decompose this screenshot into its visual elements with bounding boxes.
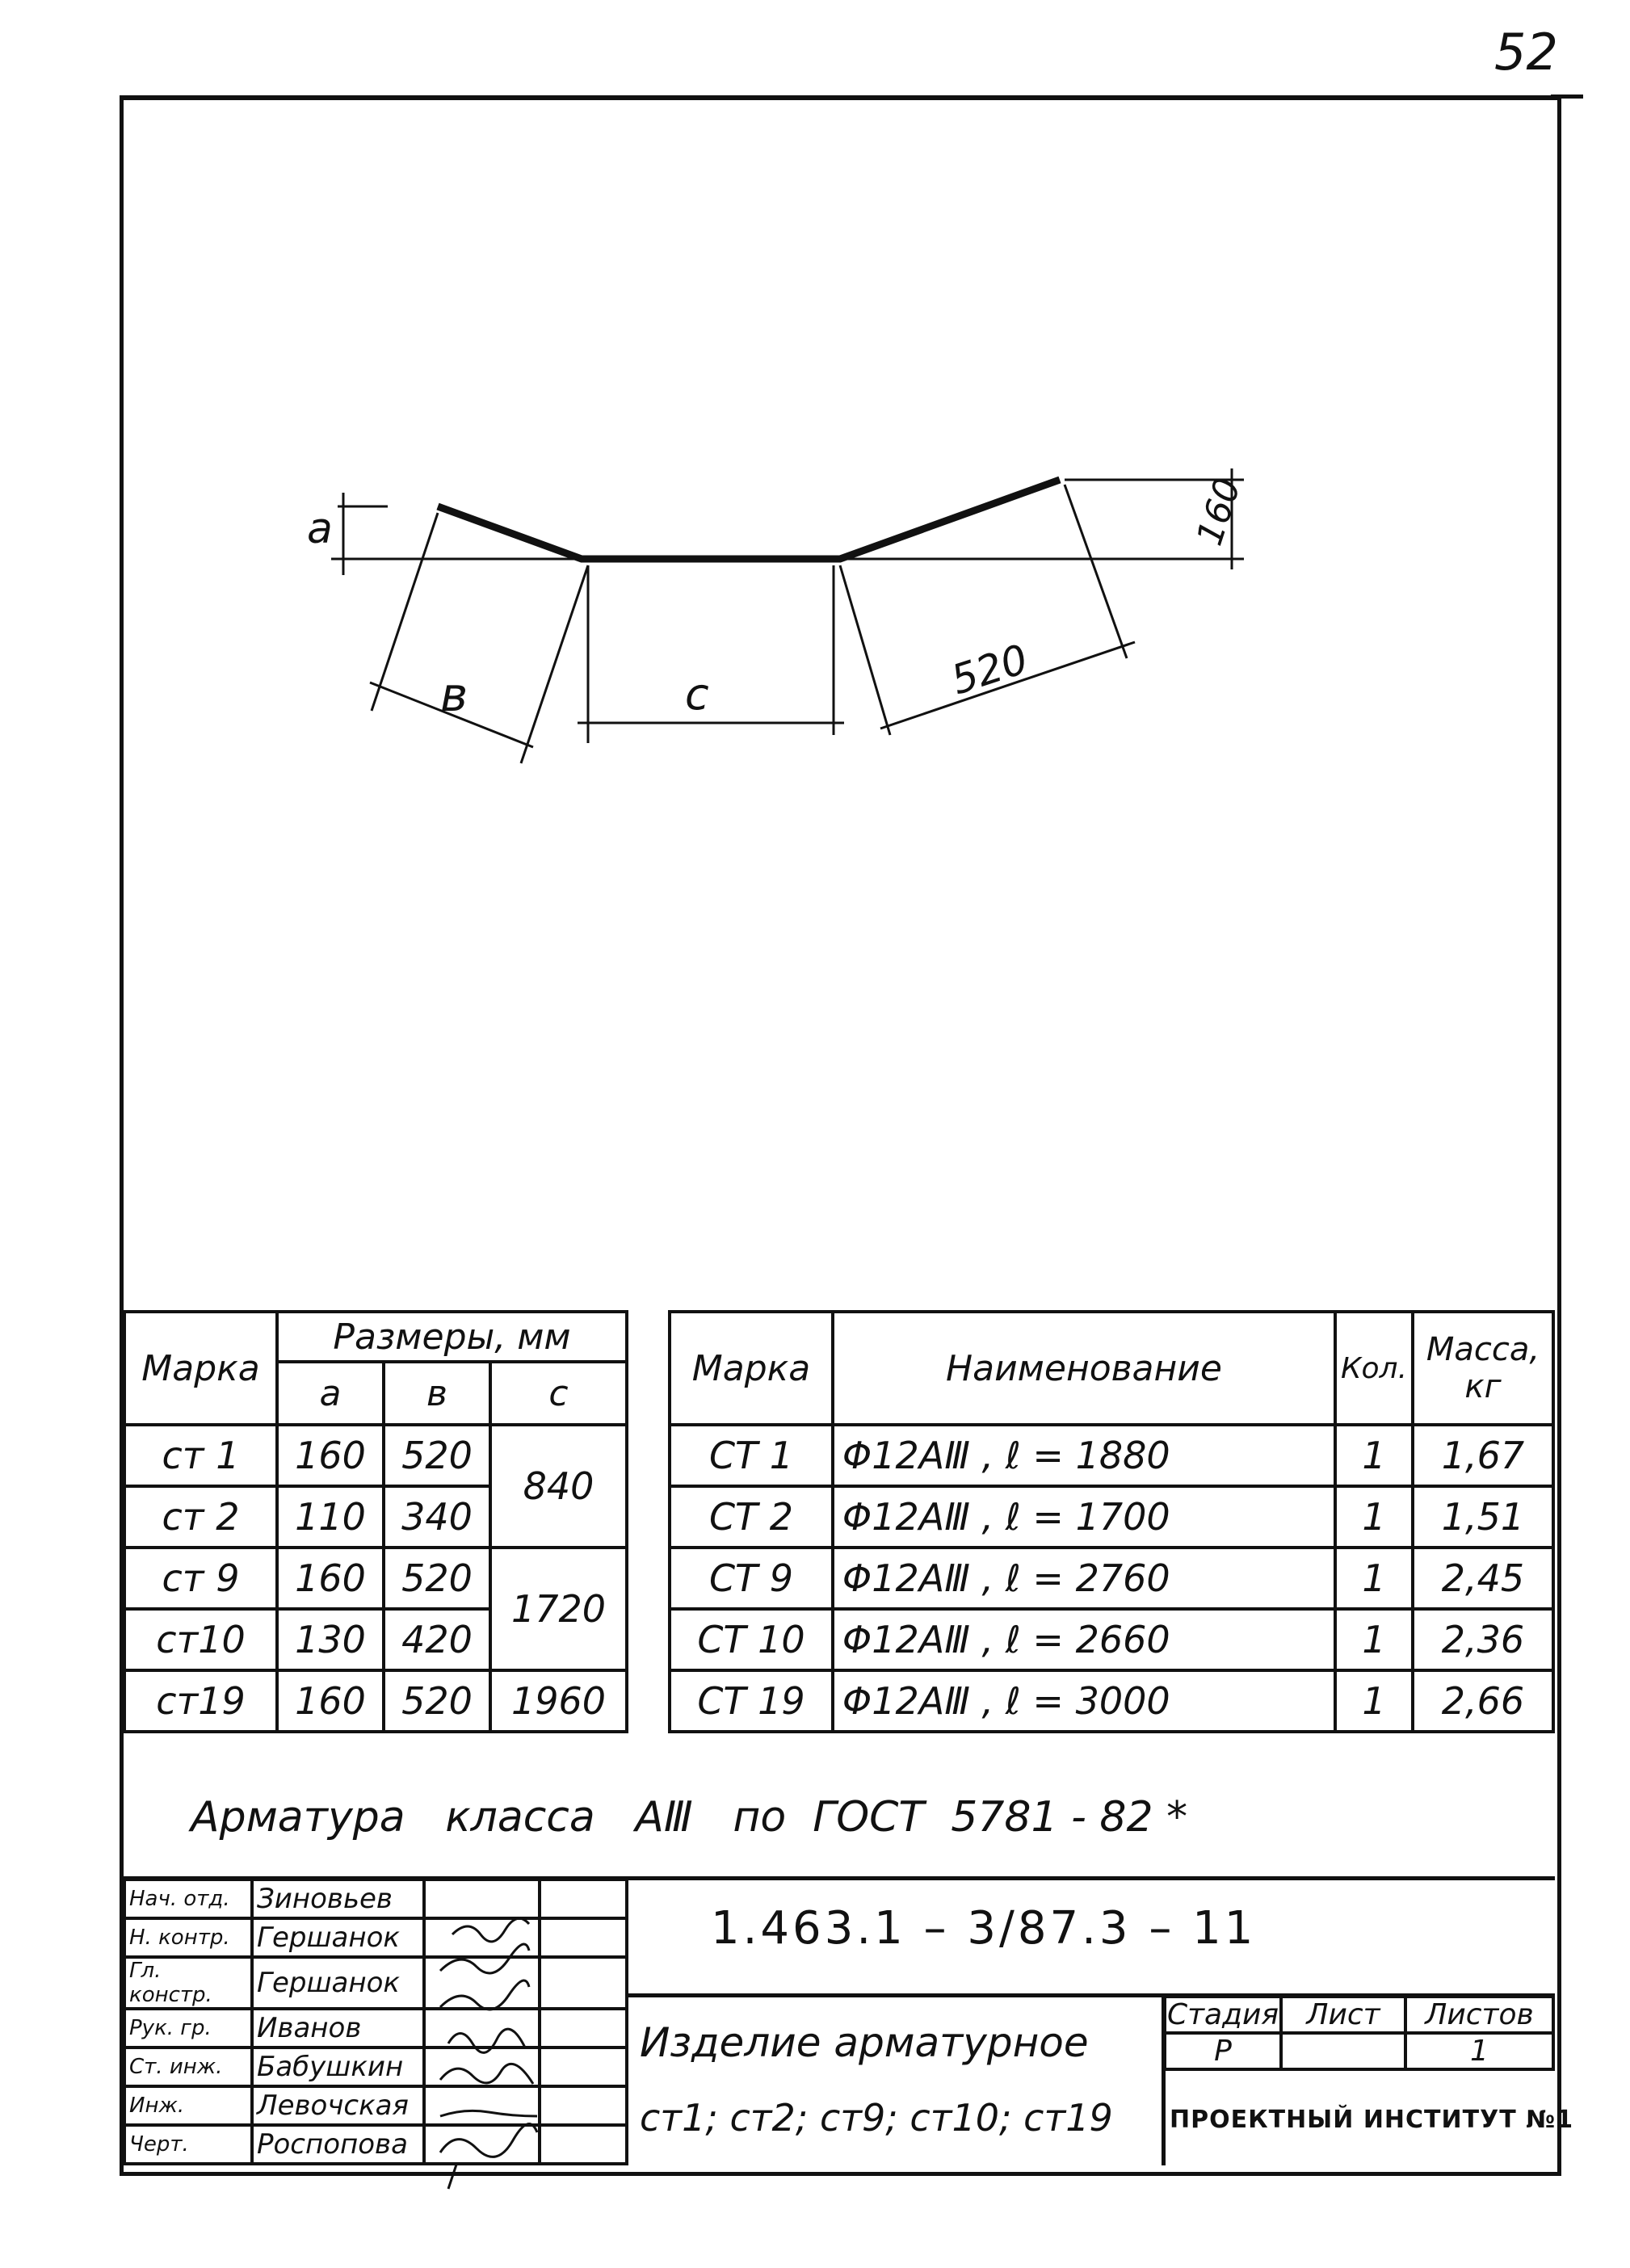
dim-b-ext-1 bbox=[372, 513, 438, 711]
table-row bbox=[124, 1425, 627, 1486]
signature bbox=[424, 2048, 540, 2086]
role-label: Рук. гр. bbox=[124, 2009, 252, 2048]
sizes-a: 110 bbox=[277, 1486, 384, 1548]
spec-name: Φ12АⅢ , ℓ = 3000 bbox=[833, 1670, 1335, 1732]
date-cell bbox=[540, 1918, 627, 1957]
table-row bbox=[124, 2086, 627, 2125]
sizes-header-a: a bbox=[277, 1362, 384, 1425]
dim-b-ext-2 bbox=[521, 565, 588, 763]
spec-mass: 2,36 bbox=[1413, 1609, 1553, 1670]
sizes-header-mark: Марка bbox=[124, 1312, 277, 1425]
spec-qty: 1 bbox=[1335, 1425, 1413, 1486]
sizes-c-merged: 1720 bbox=[490, 1548, 627, 1670]
sizes-mark: ст 2 bbox=[124, 1486, 277, 1548]
sizes-b: 520 bbox=[384, 1548, 490, 1609]
sheets-value: 1 bbox=[1405, 2033, 1553, 2069]
spec-mass: 1,51 bbox=[1413, 1486, 1553, 1548]
organization-name: ПРОЕКТНЫЙ ИНСТИТУТ №1 bbox=[1170, 2106, 1574, 2134]
spec-name: Φ12АⅢ , ℓ = 1880 bbox=[833, 1425, 1335, 1486]
table-row bbox=[670, 1548, 1553, 1609]
spec-name: Φ12АⅢ , ℓ = 2760 bbox=[833, 1548, 1335, 1609]
date-cell bbox=[540, 2125, 627, 2164]
dim-520-ext-2 bbox=[1065, 485, 1127, 658]
document-subtitle: ст1; ст2; ст9; ст10; ст19 bbox=[640, 2096, 1113, 2140]
sizes-a: 130 bbox=[277, 1609, 384, 1670]
role-person: Гершанок bbox=[252, 1918, 424, 1957]
sizes-a: 160 bbox=[277, 1670, 384, 1732]
sheet-header: Лист bbox=[1281, 1997, 1405, 2033]
table-row bbox=[124, 1670, 627, 1732]
dim-520-label: 520 bbox=[945, 635, 1034, 704]
date-cell bbox=[540, 2086, 627, 2125]
dim-c-label: c bbox=[685, 669, 709, 720]
table-row bbox=[670, 1486, 1553, 1548]
spec-mass: 2,45 bbox=[1413, 1548, 1553, 1609]
sizes-mark: ст 1 bbox=[124, 1425, 277, 1486]
stage-table bbox=[1163, 1995, 1555, 2071]
table-row bbox=[124, 2125, 627, 2164]
date-cell bbox=[540, 2009, 627, 2048]
spec-qty: 1 bbox=[1335, 1609, 1413, 1670]
dim-520-ext-1 bbox=[840, 565, 890, 735]
role-label: Ст. инж. bbox=[124, 2048, 252, 2086]
role-label: Черт. bbox=[124, 2125, 252, 2164]
sheets-header: Листов bbox=[1405, 1997, 1553, 2033]
spec-name: Φ12АⅢ , ℓ = 1700 bbox=[833, 1486, 1335, 1548]
table-row bbox=[670, 1670, 1553, 1732]
table-row bbox=[670, 1425, 1553, 1486]
rebar-drawing bbox=[0, 0, 1630, 808]
spec-name: Φ12АⅢ , ℓ = 2660 bbox=[833, 1609, 1335, 1670]
sizes-a: 160 bbox=[277, 1425, 384, 1486]
signature bbox=[424, 1880, 540, 1918]
role-label: Нач. отд. bbox=[124, 1880, 252, 1918]
table-row bbox=[124, 1880, 627, 1918]
date-cell bbox=[540, 1880, 627, 1918]
spec-mark: СТ 19 bbox=[670, 1670, 833, 1732]
sizes-c: 1960 bbox=[490, 1670, 627, 1732]
sizes-b: 520 bbox=[384, 1670, 490, 1732]
date-cell bbox=[540, 1957, 627, 2009]
sizes-table bbox=[123, 1310, 628, 1733]
signatures-table bbox=[123, 1878, 628, 2165]
sizes-header-group: Размеры, мм bbox=[277, 1312, 627, 1362]
dim-160-label: 160 bbox=[1188, 472, 1250, 551]
spec-header-qty: Кол. bbox=[1335, 1312, 1413, 1425]
dim-a-label: a bbox=[307, 505, 333, 553]
sizes-mark: ст 9 bbox=[124, 1548, 277, 1609]
role-person: Роспопова bbox=[252, 2125, 424, 2164]
rebar-shape bbox=[438, 480, 1060, 559]
role-person: Гершанок bbox=[252, 1957, 424, 2009]
page-number: 52 bbox=[1494, 23, 1558, 82]
spec-qty: 1 bbox=[1335, 1670, 1413, 1732]
signature bbox=[424, 2009, 540, 2048]
dim-b-label: в bbox=[440, 667, 468, 722]
table-row bbox=[124, 1918, 627, 1957]
table-row bbox=[124, 2009, 627, 2048]
role-person: Бабушкин bbox=[252, 2048, 424, 2086]
spec-mass: 1,67 bbox=[1413, 1425, 1553, 1486]
sizes-mark: ст19 bbox=[124, 1670, 277, 1732]
sizes-b: 340 bbox=[384, 1486, 490, 1548]
table-row bbox=[124, 2048, 627, 2086]
signature bbox=[424, 2086, 540, 2125]
role-label: Н. контр. bbox=[124, 1918, 252, 1957]
table-row bbox=[124, 1548, 627, 1609]
table-row bbox=[670, 1609, 1553, 1670]
sizes-header-c: c bbox=[490, 1362, 627, 1425]
date-cell bbox=[540, 2048, 627, 2086]
document-code: 1.463.1 – 3/87.3 – 11 bbox=[711, 1902, 1257, 1955]
sheet-value bbox=[1281, 2033, 1405, 2069]
reinforcement-note: Арматура класса АⅢ по ГОСТ 5781 - 82 * bbox=[191, 1793, 1188, 1842]
signature bbox=[424, 1918, 540, 1957]
role-person: Зиновьев bbox=[252, 1880, 424, 1918]
spec-mark: СТ 9 bbox=[670, 1548, 833, 1609]
role-person: Иванов bbox=[252, 2009, 424, 2048]
spec-qty: 1 bbox=[1335, 1486, 1413, 1548]
sizes-c-merged: 840 bbox=[490, 1425, 627, 1548]
spec-mark: СТ 2 bbox=[670, 1486, 833, 1548]
signature bbox=[424, 1957, 540, 2009]
document-title: Изделие арматурное bbox=[640, 2019, 1089, 2066]
stage-header: Стадия bbox=[1165, 1997, 1281, 2033]
role-label: Инж. bbox=[124, 2086, 252, 2125]
spec-header-name: Наименование bbox=[833, 1312, 1335, 1425]
spec-mark: СТ 1 bbox=[670, 1425, 833, 1486]
sizes-mark: ст10 bbox=[124, 1609, 277, 1670]
sizes-a: 160 bbox=[277, 1548, 384, 1609]
spec-table bbox=[668, 1310, 1555, 1733]
spec-mark: СТ 10 bbox=[670, 1609, 833, 1670]
role-person: Левочская bbox=[252, 2086, 424, 2125]
table-row bbox=[124, 1957, 627, 2009]
sizes-b: 520 bbox=[384, 1425, 490, 1486]
spec-header-mass: Масса, кг bbox=[1413, 1312, 1553, 1425]
signature bbox=[424, 2125, 540, 2164]
sizes-b: 420 bbox=[384, 1609, 490, 1670]
spec-header-mark: Марка bbox=[670, 1312, 833, 1425]
spec-mass: 2,66 bbox=[1413, 1670, 1553, 1732]
spec-qty: 1 bbox=[1335, 1548, 1413, 1609]
stage-value: Р bbox=[1165, 2033, 1281, 2069]
sizes-header-b: в bbox=[384, 1362, 490, 1425]
role-label: Гл. констр. bbox=[124, 1957, 252, 2009]
